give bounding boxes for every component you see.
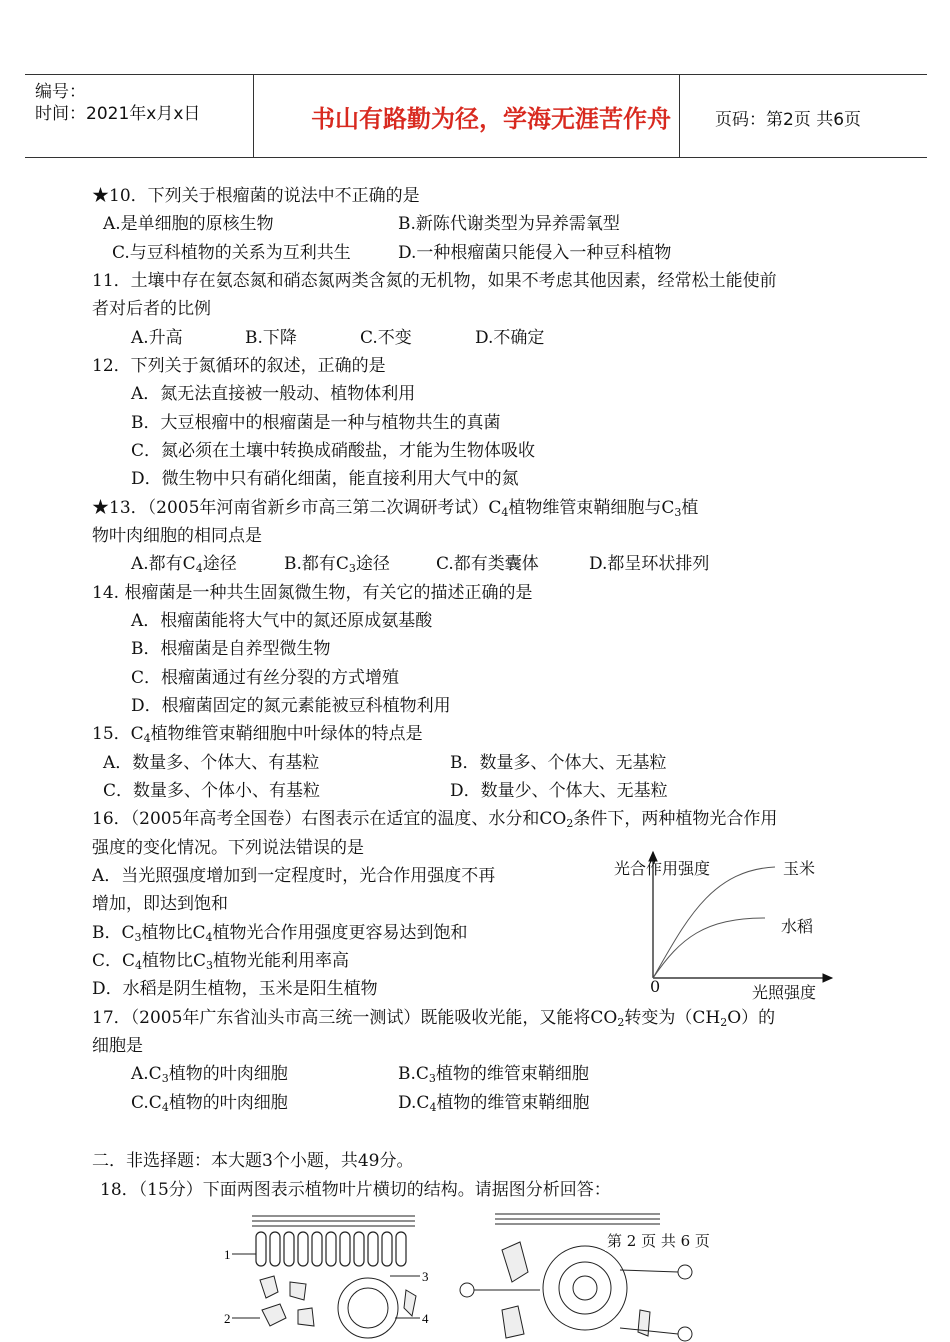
motto: 书山有路勤为径，学海无涯苦作舟	[311, 104, 671, 133]
q17-option-a: $A.C_3$植物的叶肉细胞	[131, 1064, 288, 1085]
q16-stem-line2: 强度的变化情况。下列说法错误的是	[92, 838, 364, 858]
q15-option-c: C．数量多、个体小、有基粒	[103, 781, 321, 801]
q18-stem: 18．（15分）下面两图表示植物叶片横切的结构。请据图分析回答：	[100, 1180, 611, 1200]
q14-option-b: B．根瘤菌是自养型微生物	[131, 639, 331, 659]
time-label: 时间：2021年x月x日	[35, 104, 201, 124]
number-label: 编号：	[35, 82, 86, 102]
q16-option-c: C．$C_4$植物比$C_3$植物光能利用率高	[92, 951, 350, 972]
q11-stem-line2: 者对后者的比例	[92, 299, 211, 319]
q11-option-d: D.不确定	[475, 328, 545, 348]
header-meta	[35, 81, 200, 125]
q12-option-a: A．氮无法直接被一般动、植物体利用	[131, 384, 416, 404]
q11-option-b: B.下降	[245, 328, 297, 348]
left-label-4: 4	[422, 1311, 429, 1326]
corn-curve	[653, 867, 775, 978]
page-footer: 第 2 页 共 6 页	[607, 1232, 710, 1250]
q15-option-b: B．数量多、个体大、无基粒	[450, 753, 667, 773]
q13-option-a: A.都有$C_4$途径	[131, 554, 237, 575]
q13-stem-line2: 物叶肉细胞的相同点是	[92, 526, 262, 546]
q12-option-d: D．微生物中只有硝化细菌，能直接利用大气中的氮	[131, 469, 519, 489]
q11-option-a: A.升高	[131, 328, 183, 348]
q14-stem: 14. 根瘤菌是一种共生固氮微生物，有关它的描述正确的是	[92, 583, 533, 603]
q13-option-b: B.都有$C_3$途径	[284, 554, 390, 575]
q13-stem-line1: ★13．（2005年河南省新乡市高三第二次调研考试）$C_4$植物维管束鞘细胞与$C_3$植	[92, 498, 699, 519]
q16-option-a-line1: A．当光照强度增加到一定程度时，光合作用强度不再	[92, 866, 496, 886]
photosynthesis-graph	[610, 848, 860, 1006]
y-axis-label: 光合作用强度	[614, 859, 711, 878]
q12-option-b: B．大豆根瘤中的根瘤菌是一种与植物共生的真菌	[131, 413, 501, 433]
q10-stem: ★10．下列关于根瘤菌的说法中不正确的是	[92, 186, 420, 206]
q12-option-c: C．氮必须在土壤中转换成硝酸盐，才能为生物体吸收	[131, 441, 536, 461]
q16-option-b: B．$C_3$植物比$C_4$植物光合作用强度更容易达到饱和	[92, 923, 468, 944]
x-axis-label: 光照强度	[752, 983, 817, 1002]
q15-stem: 15．$C_4$植物维管束鞘细胞中叶绿体的特点是	[92, 724, 423, 745]
q11-option-c: C.不变	[360, 328, 412, 348]
section2-heading: 二．非选择题：本大题3个小题，共49分。	[92, 1151, 414, 1171]
page-header	[25, 74, 927, 158]
q12-stem: 12．下列关于氮循环的叙述，正确的是	[92, 356, 386, 376]
q16-option-d: D．水稻是阴生植物，玉米是阳生植物	[92, 979, 378, 999]
q17-option-b: $B.C_3$植物的维管束鞘细胞	[398, 1064, 589, 1085]
q17-option-c: $C.C_4$植物的叶肉细胞	[131, 1093, 288, 1114]
page-info: 页码：第2页 共6页	[715, 110, 862, 130]
q10-option-b: B.新陈代谢类型为异养需氧型	[398, 214, 620, 234]
q13-option-d: D.都呈环状排列	[589, 554, 710, 574]
left-label-1: 1	[224, 1247, 231, 1262]
q14-option-a: A．根瘤菌能将大气中的氮还原成氨基酸	[131, 611, 433, 631]
q15-option-a: A．数量多、个体大、有基粒	[103, 753, 320, 773]
q17-option-d: $D.C_4$植物的维管束鞘细胞	[398, 1093, 590, 1114]
q14-option-d: D．根瘤菌固定的氮元素能被豆科植物利用	[131, 696, 451, 716]
header-divider	[253, 75, 254, 157]
corn-label: 玉米	[783, 859, 816, 878]
q14-option-c: C．根瘤菌通过有丝分裂的方式增殖	[131, 668, 400, 688]
q10-option-c: C.与豆科植物的关系为互利共生	[112, 243, 351, 263]
q15-option-d: D．数量少、个体大、无基粒	[450, 781, 668, 801]
q16-stem-line1: 16．（2005年高考全国卷）右图表示在适宜的温度、水分和$CO_2$条件下，两种植物光合作用	[92, 809, 778, 830]
q10-option-a: A.是单细胞的原核生物	[103, 214, 274, 234]
origin-label: 0	[650, 977, 661, 996]
left-label-3: 3	[422, 1269, 429, 1284]
left-leaf-figure	[232, 1216, 420, 1338]
rice-label: 水稻	[781, 917, 814, 936]
q16-option-a-line2: 增加，即达到饱和	[92, 894, 228, 914]
q11-stem-line1: 11．土壤中存在氨态氮和硝态氮两类含氮的无机物，如果不考虑其他因素，经常松土能使前	[92, 271, 777, 291]
q10-option-d: D.一种根瘤菌只能侵入一种豆科植物	[398, 243, 672, 263]
q13-option-c: C.都有类囊体	[436, 554, 539, 574]
left-label-2: 2	[224, 1311, 231, 1326]
q17-stem-line1: 17．（2005年广东省汕头市高三统一测试）既能吸收光能，又能将$CO_2$转变为$(CH_2O)$的	[92, 1008, 776, 1029]
q17-stem-line2: 细胞是	[92, 1036, 143, 1056]
